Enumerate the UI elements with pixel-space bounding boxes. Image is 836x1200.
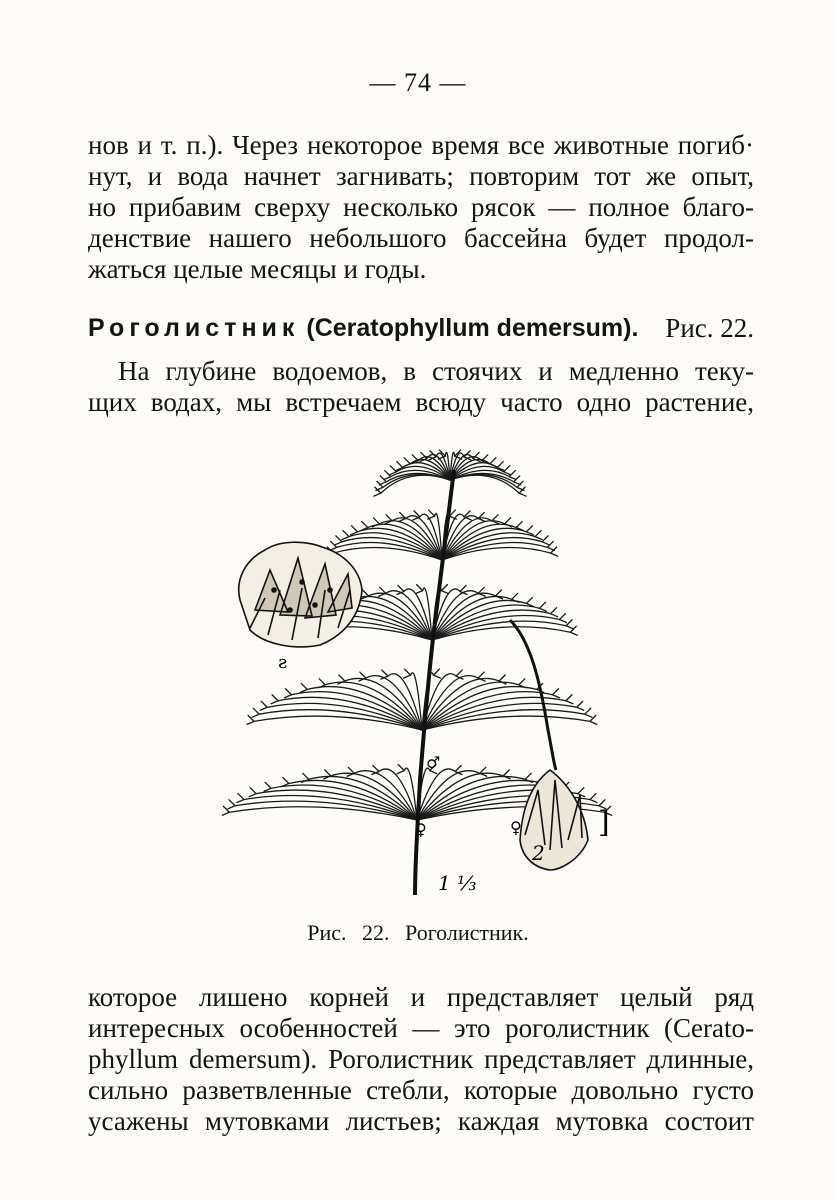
figure-label-male: ♂ bbox=[426, 753, 441, 772]
leaf-tip bbox=[385, 515, 392, 524]
text-line: щих водах, мы встречаем всюду часто одно растение, bbox=[88, 387, 754, 417]
leaf-tip bbox=[347, 767, 354, 776]
leaf-tip bbox=[237, 794, 244, 803]
leaf-tip bbox=[249, 788, 256, 797]
leaf-tip bbox=[577, 701, 584, 710]
heading-title bbox=[88, 312, 638, 344]
leaf-segment bbox=[450, 474, 517, 487]
figure-label-female: ♀ bbox=[510, 818, 522, 837]
leaf-tip bbox=[542, 536, 549, 545]
text-line: которое лишено корней и представляет целый ряд bbox=[88, 982, 754, 1012]
text-line: жаться целые месяцы и годы. bbox=[88, 254, 427, 284]
leaf-segment bbox=[254, 716, 422, 730]
leaf-tip bbox=[478, 587, 485, 596]
leaf-tip bbox=[335, 536, 342, 545]
leaf-tip bbox=[585, 708, 592, 717]
leaf-tip bbox=[503, 770, 510, 779]
leaf-tip bbox=[551, 547, 558, 556]
text-line: но прибавим сверху несколько рясок — полное благо- bbox=[88, 192, 754, 222]
text-line: нут, и вода начнет загнивать; повторим тот же опыт, bbox=[88, 161, 754, 191]
leaf-tip bbox=[509, 471, 516, 480]
heading-name: Роголистник bbox=[88, 314, 300, 342]
figure-label-scale: 1 ⅓ bbox=[438, 871, 477, 895]
leaf-segment bbox=[229, 807, 417, 820]
leaf-tip bbox=[222, 806, 229, 815]
leaf-tip bbox=[264, 782, 271, 791]
leaf-tip bbox=[492, 515, 499, 524]
text-line: phyllum demersum). Роголистник представляет длинные, bbox=[88, 1044, 754, 1074]
flower-cluster-detail bbox=[239, 542, 362, 647]
leaf-segment bbox=[309, 776, 417, 820]
leaf-tip bbox=[559, 614, 566, 623]
figure-label-female: ♀ bbox=[415, 820, 427, 839]
leaf-tip bbox=[535, 531, 542, 540]
leaf-tip bbox=[478, 512, 485, 521]
text-line: денствие нашего небольшого бассейна будет продол- bbox=[88, 223, 754, 253]
leaf-tip bbox=[590, 794, 597, 803]
leaf-tip bbox=[285, 689, 292, 698]
figure-label-fruit-number: 2 bbox=[532, 841, 545, 865]
leaf-segment bbox=[450, 475, 519, 493]
page-number: — 74 — bbox=[369, 68, 467, 97]
leaf-tip bbox=[342, 531, 349, 540]
leaf-tip bbox=[403, 458, 410, 467]
plant-illustration bbox=[210, 440, 630, 910]
figure-label-bracket: ] bbox=[598, 805, 610, 840]
leaf-tip bbox=[416, 585, 423, 594]
text-line: На глубине водоемов, в стоячих и медленно теку- bbox=[118, 356, 754, 386]
leaf-tip bbox=[566, 695, 573, 704]
leaf-tip bbox=[399, 512, 406, 521]
paragraph-1 bbox=[88, 130, 754, 285]
leaf-tip bbox=[324, 770, 331, 779]
leaf-tip bbox=[514, 476, 521, 485]
leaf-tip bbox=[496, 590, 503, 599]
text-line: сильно разветвленные стебли, которые довольно густо bbox=[88, 1075, 754, 1105]
leaf-tip bbox=[441, 585, 448, 594]
leaf-tip bbox=[359, 672, 366, 681]
leaf-tip bbox=[480, 767, 487, 776]
leaf-tip bbox=[330, 541, 337, 550]
leaf-tip bbox=[504, 466, 511, 475]
leaf-tip bbox=[526, 526, 533, 535]
leaf-segment bbox=[417, 776, 525, 820]
leaf-segment bbox=[381, 475, 450, 493]
leaf-tip bbox=[404, 669, 411, 678]
figure-label-detail: ƨ bbox=[278, 652, 288, 673]
hornwort-drawing bbox=[210, 440, 630, 910]
leaf-tip bbox=[433, 669, 440, 678]
text-line: усажены мутовками листьев; каждая мутовка состоит bbox=[88, 1106, 754, 1136]
leaf-tip bbox=[282, 777, 289, 786]
section-heading bbox=[88, 312, 754, 344]
leaf-tip bbox=[271, 695, 278, 704]
leaf-tip bbox=[397, 765, 404, 774]
leaf-tip bbox=[351, 526, 358, 535]
leaf-tip bbox=[478, 672, 485, 681]
leaf-tip bbox=[228, 800, 235, 809]
leaf-tip bbox=[547, 541, 554, 550]
heading-latin: (Ceratophyllum demersum). bbox=[306, 314, 639, 342]
leaf-tip bbox=[379, 587, 386, 596]
text-line: интересных особенностей — это роголистник (Cerato- bbox=[88, 1013, 754, 1043]
leaf-tip bbox=[260, 701, 267, 710]
leaf-tip bbox=[381, 670, 388, 679]
paragraph-3 bbox=[88, 982, 754, 1137]
leaf-tip bbox=[552, 689, 559, 698]
figure-caption: Рис. 22. Роголистник. bbox=[307, 920, 529, 945]
leaf-tip bbox=[566, 620, 573, 629]
leaf-tip bbox=[539, 602, 546, 611]
leaf-tip bbox=[379, 476, 386, 485]
leaf-tip bbox=[300, 683, 307, 692]
leaf-segment bbox=[422, 716, 590, 730]
leaf-segment bbox=[289, 780, 417, 820]
heading-figure-ref: Рис. 22. bbox=[665, 313, 754, 343]
leaf-tip bbox=[551, 608, 558, 617]
leaf-tip bbox=[252, 708, 259, 717]
paragraph-2 bbox=[88, 356, 754, 418]
leaf-tip bbox=[526, 597, 533, 606]
text-line: нов и т. п.). Через некоторое время все животные погиб· bbox=[88, 130, 754, 160]
leaf-tip bbox=[578, 788, 585, 797]
